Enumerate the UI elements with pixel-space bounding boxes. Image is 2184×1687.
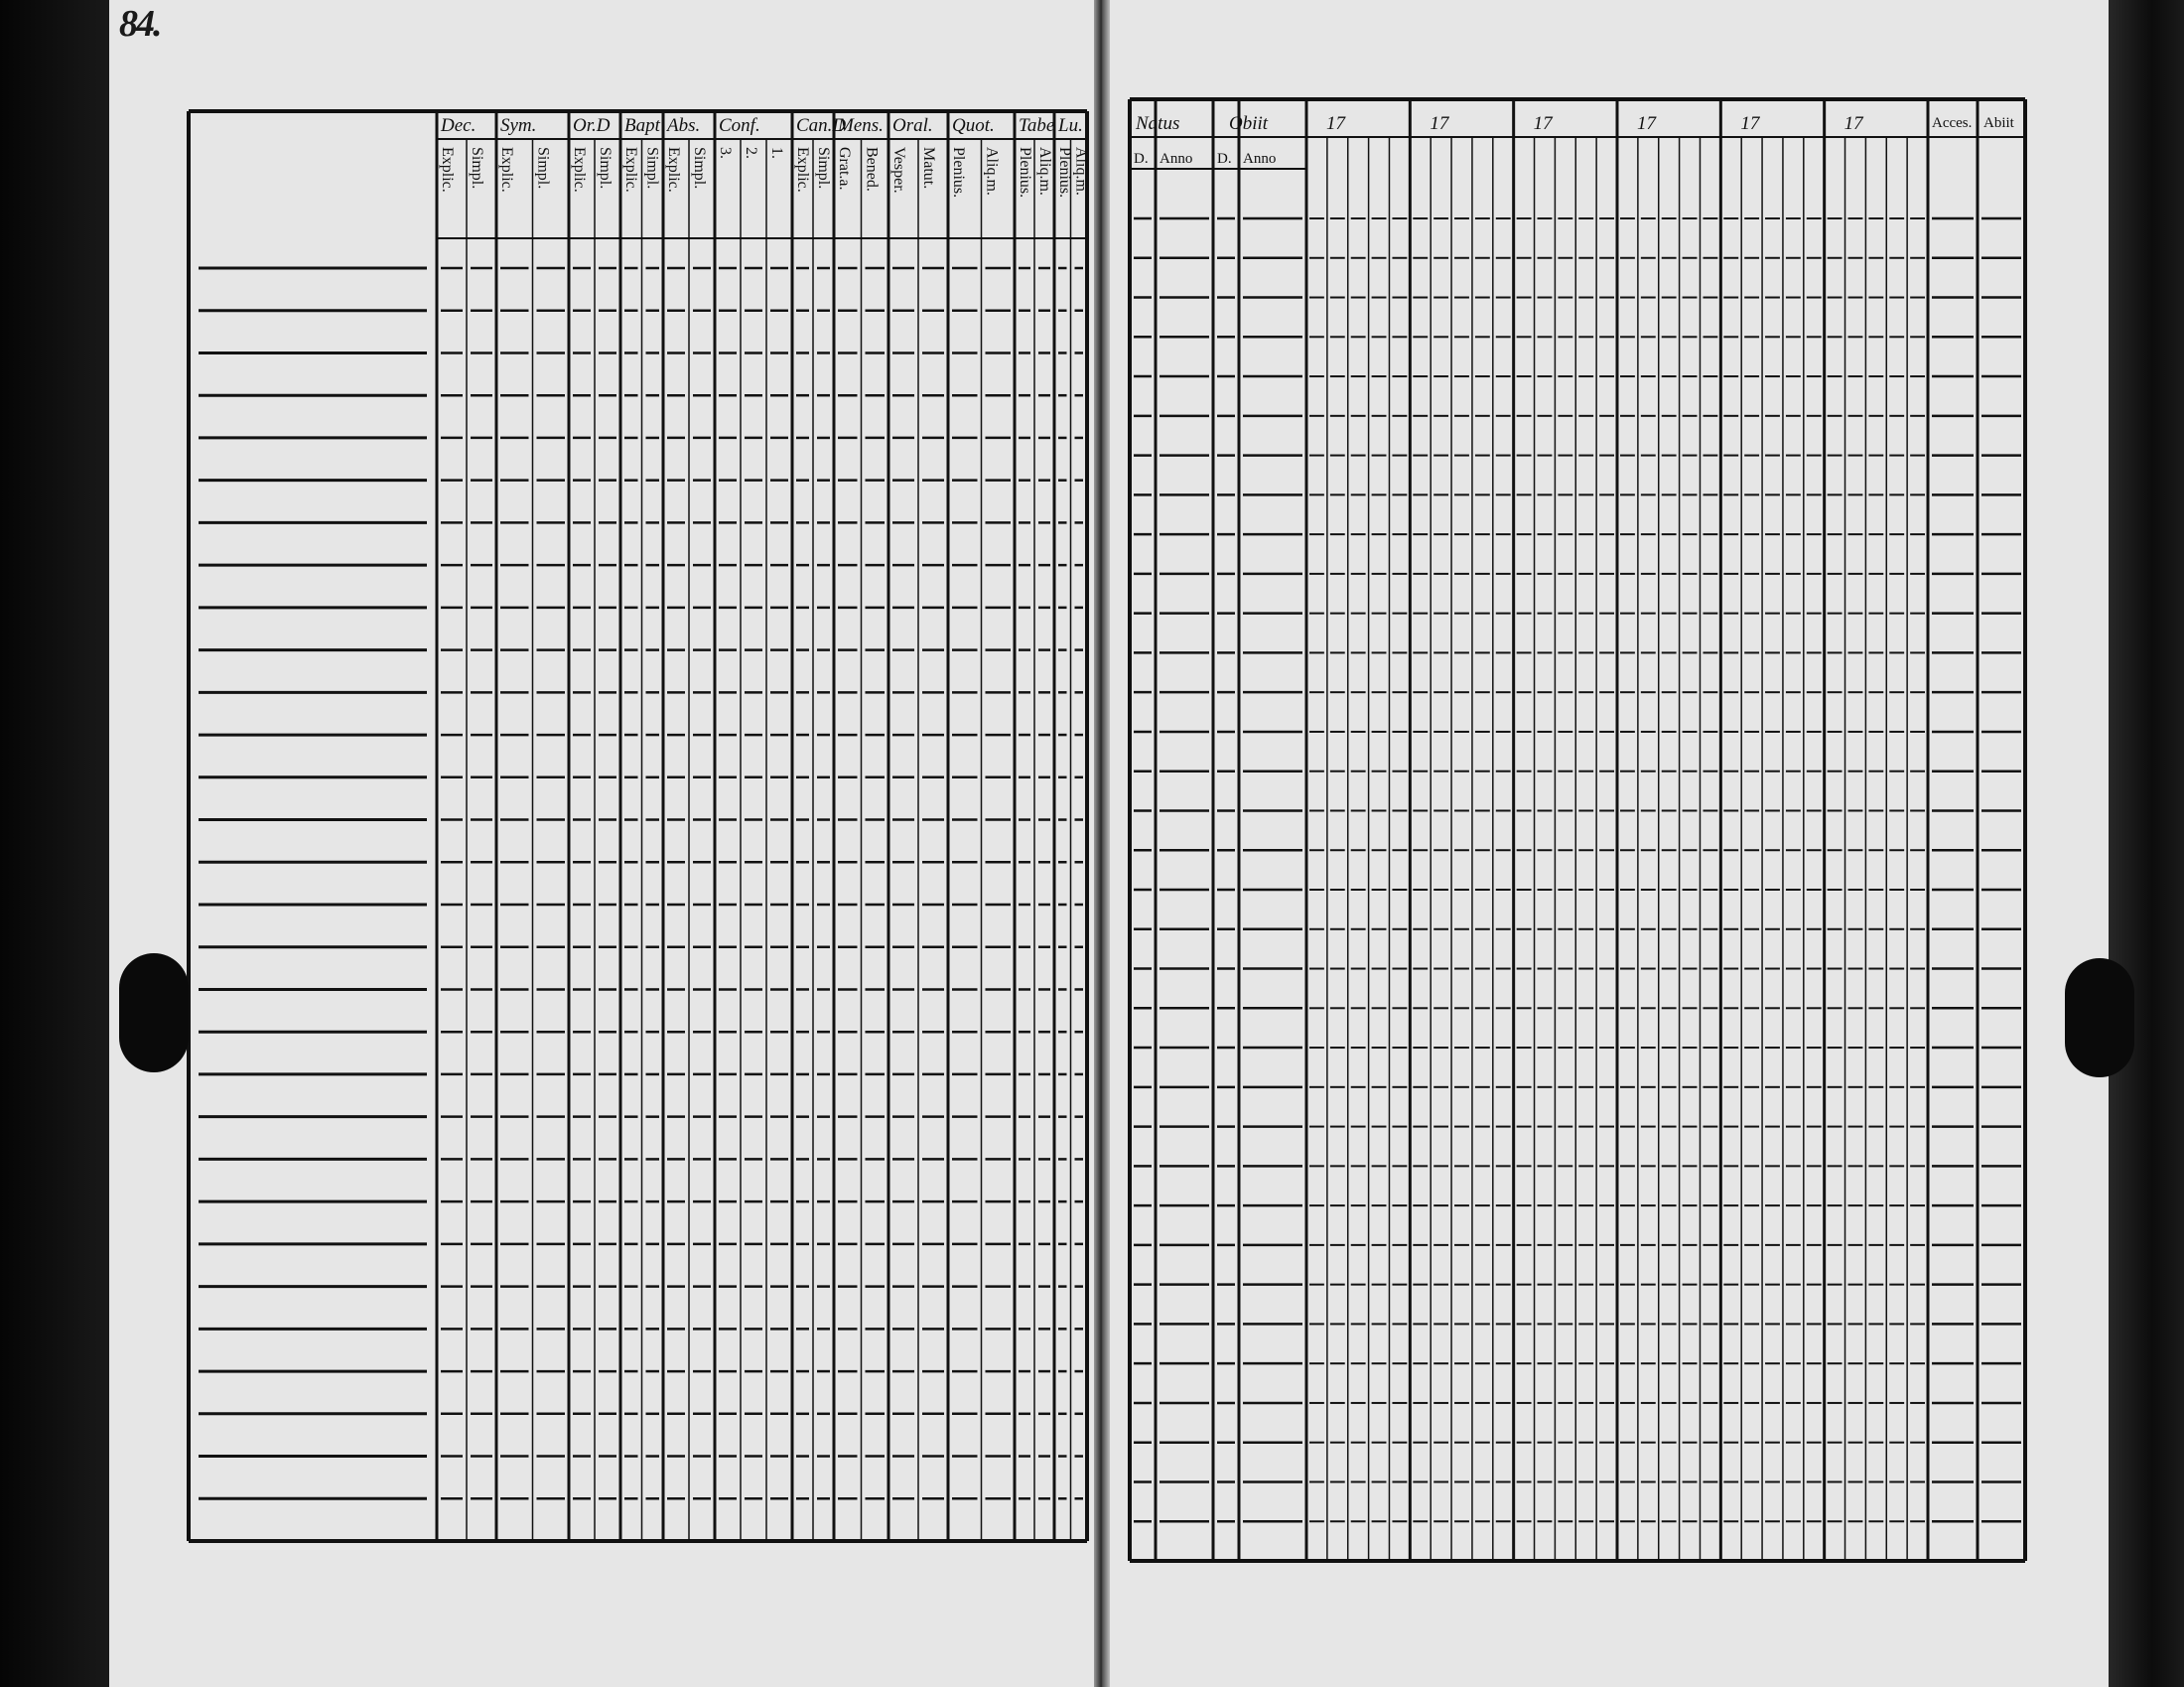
left-column-header: Mens. [838,115,884,136]
left-column-subheader: Aliq.m. [1036,147,1053,196]
left-column-header: Or.D [573,115,611,136]
year-column-header: 17 [1843,113,1863,134]
abiit-header: Abiit [1983,115,2014,131]
left-column-subheader: Vesper. [890,147,907,194]
left-column-subheader: Explic. [498,147,515,193]
left-column-header: Sym. [500,115,537,136]
left-column-subheader: Simpl. [643,147,661,190]
left-column-subheader: 1. [768,147,785,159]
left-column-subheader: Plenius. [950,147,967,199]
natus-day-header: D. [1134,151,1149,167]
left-column-subheader: Matut. [920,147,937,190]
obiit-day-header: D. [1217,151,1232,167]
left-column-header: Dec. [441,115,477,136]
page-number: 84. [119,3,161,45]
left-column-header: Lu. [1058,115,1083,136]
year-column-header: 17 [1740,113,1760,134]
year-column-header: 17 [1637,113,1656,134]
left-column-header: Oral. [892,115,933,136]
left-column-subheader: 2. [743,147,759,159]
left-column-subheader: Simpl. [469,147,485,190]
right-table-headers [1134,113,2015,167]
left-column-subheader: Plenius. [1017,147,1033,199]
obiit-header: Obiit [1229,113,1269,134]
left-column-header: Quot. [952,115,995,136]
left-column-subheader: Simpl. [534,147,552,190]
left-column-subheader: Grat.a. [836,147,853,191]
left-column-subheader: Simpl. [597,147,614,190]
left-column-subheader: Simpl. [815,147,832,190]
left-column-header: Tabe [1019,115,1055,136]
left-column-subheader: 3. [717,147,734,159]
natus-year-header: Anno [1160,151,1193,167]
year-column-header: 17 [1430,113,1449,134]
left-column-header: Conf. [719,115,760,136]
left-column-header: Bapt [624,115,660,136]
left-column-subheader: Plenius. [1056,147,1073,199]
left-column-subheader: Bened. [863,147,881,192]
left-column-header: Abs. [667,115,701,136]
left-column-subheader: Aliq.m. [983,147,1001,196]
left-column-subheader: Explic. [665,147,682,193]
left-column-subheader: Explic. [622,147,639,193]
accessit-header: Acces. [1932,115,1973,131]
right-table-grid [1130,99,2025,1561]
year-column-header: 17 [1326,113,1345,134]
left-column-subheader: Aliq.m. [1072,147,1090,196]
obiit-year-header: Anno [1243,151,1277,167]
left-column-subheader: Explic. [571,147,588,193]
binding-tab-right [2065,958,2134,1077]
left-column-subheader: Explic. [439,147,456,193]
year-column-header: 17 [1533,113,1553,134]
left-table-headers [439,115,1090,198]
left-column-subheader: Explic. [794,147,811,193]
left-table-grid [189,111,1087,1541]
left-column-header: Can.D [796,115,847,136]
left-column-subheader: Simpl. [691,147,708,190]
natus-header: Natus [1136,113,1180,134]
binding-tab-left [119,953,189,1072]
